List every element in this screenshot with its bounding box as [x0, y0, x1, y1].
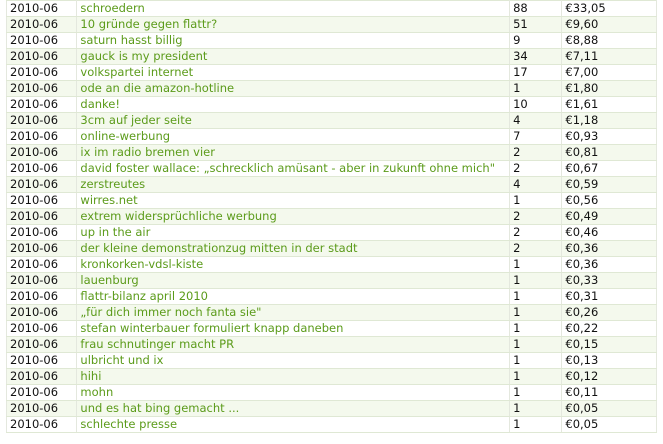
table-row	[7, 33, 657, 49]
row-click-count: 17	[510, 65, 562, 81]
row-title-cell	[77, 353, 510, 369]
table-row	[7, 113, 657, 129]
row-amount: €0,22	[562, 321, 657, 337]
table-row	[7, 305, 657, 321]
row-date: 2010-06	[7, 97, 77, 113]
row-date: 2010-06	[7, 65, 77, 81]
table-row	[7, 369, 657, 385]
row-title-cell	[77, 369, 510, 385]
row-click-count: 1	[510, 417, 562, 433]
table-row	[7, 145, 657, 161]
table-row	[7, 289, 657, 305]
row-date: 2010-06	[7, 49, 77, 65]
row-title-cell	[77, 289, 510, 305]
row-date: 2010-06	[7, 273, 77, 289]
row-amount: €9,60	[562, 17, 657, 33]
row-click-count: 4	[510, 113, 562, 129]
row-title-cell	[77, 385, 510, 401]
row-amount: €0,13	[562, 353, 657, 369]
table-row	[7, 417, 657, 433]
row-date: 2010-06	[7, 257, 77, 273]
table-row	[7, 385, 657, 401]
row-amount: €0,05	[562, 417, 657, 433]
row-click-count: 34	[510, 49, 562, 65]
row-amount: €33,05	[562, 1, 657, 17]
row-date: 2010-06	[7, 225, 77, 241]
flattr-stats-container	[6, 0, 657, 433]
row-title-cell	[77, 417, 510, 433]
row-amount: €1,61	[562, 97, 657, 113]
row-click-count: 1	[510, 353, 562, 369]
post-title-link[interactable]: ode an die amazon-hotline	[80, 81, 235, 95]
row-click-count: 10	[510, 97, 562, 113]
row-date: 2010-06	[7, 353, 77, 369]
table-row	[7, 65, 657, 81]
post-title-link[interactable]: extrem widersprüchliche werbung	[80, 209, 277, 223]
row-date: 2010-06	[7, 193, 77, 209]
row-click-count: 2	[510, 161, 562, 177]
row-amount: €7,11	[562, 49, 657, 65]
table-row	[7, 161, 657, 177]
row-amount: €0,93	[562, 129, 657, 145]
row-amount: €0,49	[562, 209, 657, 225]
table-row	[7, 129, 657, 145]
row-title-cell	[77, 113, 510, 129]
row-title-cell	[77, 177, 510, 193]
row-date: 2010-06	[7, 145, 77, 161]
row-title-cell	[77, 129, 510, 145]
row-title-cell	[77, 321, 510, 337]
row-amount: €0,05	[562, 401, 657, 417]
row-title-cell	[77, 241, 510, 257]
table-row	[7, 353, 657, 369]
row-date: 2010-06	[7, 417, 77, 433]
row-amount: €0,46	[562, 225, 657, 241]
row-date: 2010-06	[7, 1, 77, 17]
row-click-count: 9	[510, 33, 562, 49]
row-title-cell	[77, 209, 510, 225]
row-date: 2010-06	[7, 289, 77, 305]
post-title-link[interactable]: wirres.net	[80, 193, 138, 207]
row-title-cell	[77, 225, 510, 241]
row-click-count: 88	[510, 1, 562, 17]
table-row	[7, 97, 657, 113]
row-click-count: 1	[510, 337, 562, 353]
row-click-count: 1	[510, 321, 562, 337]
row-title-cell	[77, 193, 510, 209]
row-title-cell	[77, 1, 510, 17]
row-click-count: 4	[510, 177, 562, 193]
row-click-count: 1	[510, 385, 562, 401]
row-date: 2010-06	[7, 161, 77, 177]
row-title-cell	[77, 161, 510, 177]
table-row	[7, 401, 657, 417]
row-date: 2010-06	[7, 401, 77, 417]
table-row	[7, 81, 657, 97]
row-title-cell	[77, 305, 510, 321]
row-amount: €7,00	[562, 65, 657, 81]
row-click-count: 1	[510, 289, 562, 305]
row-click-count: 51	[510, 17, 562, 33]
row-amount: €0,67	[562, 161, 657, 177]
post-title-link[interactable]: david foster wallace: „schrecklich amüsant - aber in zukunft ohne mich"	[80, 161, 495, 175]
table-row	[7, 257, 657, 273]
table-row	[7, 1, 657, 17]
row-amount: €0,36	[562, 241, 657, 257]
post-title-link[interactable]: stefan winterbauer formuliert knapp daneben	[80, 321, 344, 335]
post-title-link[interactable]: frau schnutinger macht PR	[80, 337, 235, 351]
row-amount: €0,12	[562, 369, 657, 385]
post-title-link[interactable]: lauenburg	[80, 273, 139, 287]
table-row	[7, 321, 657, 337]
row-amount: €0,81	[562, 145, 657, 161]
table-row	[7, 49, 657, 65]
row-title-cell	[77, 49, 510, 65]
row-click-count: 1	[510, 305, 562, 321]
post-title-link[interactable]: „für dich immer noch fanta sie"	[80, 305, 262, 319]
row-title-cell	[77, 257, 510, 273]
row-click-count: 7	[510, 129, 562, 145]
row-date: 2010-06	[7, 209, 77, 225]
table-body	[7, 1, 657, 433]
post-title-link[interactable]: flattr-bilanz april 2010	[80, 289, 208, 303]
row-amount: €1,80	[562, 81, 657, 97]
row-amount: €0,11	[562, 385, 657, 401]
row-date: 2010-06	[7, 337, 77, 353]
row-title-cell	[77, 273, 510, 289]
post-title-link[interactable]: hihi	[80, 369, 102, 383]
row-amount: €8,88	[562, 33, 657, 49]
post-title-link[interactable]: kronkorken-vdsl-kiste	[80, 257, 204, 271]
table-row	[7, 337, 657, 353]
post-title-link[interactable]: schroedern	[80, 1, 145, 15]
row-click-count: 2	[510, 209, 562, 225]
post-title-link[interactable]: ix im radio bremen vier	[80, 145, 215, 159]
table-row	[7, 17, 657, 33]
table-row	[7, 193, 657, 209]
row-click-count: 1	[510, 81, 562, 97]
table-row	[7, 273, 657, 289]
row-click-count: 2	[510, 225, 562, 241]
row-title-cell	[77, 81, 510, 97]
post-title-link[interactable]: zerstreutes	[80, 177, 146, 191]
row-title-cell	[77, 65, 510, 81]
row-click-count: 2	[510, 241, 562, 257]
row-amount: €0,56	[562, 193, 657, 209]
post-title-link[interactable]: gauck is my president	[80, 49, 208, 63]
post-title-link[interactable]: 3cm auf jeder seite	[80, 113, 192, 127]
row-date: 2010-06	[7, 17, 77, 33]
row-click-count: 1	[510, 369, 562, 385]
row-date: 2010-06	[7, 321, 77, 337]
post-title-link[interactable]: schlechte presse	[80, 417, 178, 431]
row-title-cell	[77, 145, 510, 161]
flattr-stats-table	[6, 0, 657, 433]
post-title-link[interactable]: volkspartei internet	[80, 65, 194, 79]
row-title-cell	[77, 17, 510, 33]
row-date: 2010-06	[7, 113, 77, 129]
row-date: 2010-06	[7, 241, 77, 257]
row-click-count: 1	[510, 273, 562, 289]
post-title-link[interactable]: online-werbung	[80, 129, 171, 143]
row-date: 2010-06	[7, 305, 77, 321]
table-row	[7, 177, 657, 193]
row-amount: €0,15	[562, 337, 657, 353]
post-title-link[interactable]: 10 gründe gegen flattr?	[80, 17, 218, 31]
post-title-link[interactable]: saturn hasst billig	[80, 33, 183, 47]
post-title-link[interactable]: und es hat bing gemacht ...	[80, 401, 240, 415]
row-title-cell	[77, 337, 510, 353]
row-amount: €1,18	[562, 113, 657, 129]
post-title-link[interactable]: up in the air	[80, 225, 151, 239]
row-amount: €0,31	[562, 289, 657, 305]
row-title-cell	[77, 33, 510, 49]
row-date: 2010-06	[7, 129, 77, 145]
row-date: 2010-06	[7, 33, 77, 49]
row-date: 2010-06	[7, 369, 77, 385]
table-row	[7, 209, 657, 225]
table-row	[7, 225, 657, 241]
row-amount: €0,33	[562, 273, 657, 289]
row-title-cell	[77, 97, 510, 113]
row-click-count: 1	[510, 193, 562, 209]
row-amount: €0,59	[562, 177, 657, 193]
row-amount: €0,26	[562, 305, 657, 321]
row-title-cell	[77, 401, 510, 417]
post-title-link[interactable]: mohn	[80, 385, 114, 399]
row-date: 2010-06	[7, 385, 77, 401]
row-amount: €0,36	[562, 257, 657, 273]
post-title-link[interactable]: der kleine demonstrationzug mitten in der stadt	[80, 241, 358, 255]
row-date: 2010-06	[7, 81, 77, 97]
row-date: 2010-06	[7, 177, 77, 193]
table-row	[7, 241, 657, 257]
row-click-count: 1	[510, 401, 562, 417]
row-click-count: 1	[510, 257, 562, 273]
post-title-link[interactable]: danke!	[80, 97, 120, 111]
post-title-link[interactable]: ulbricht und ix	[80, 353, 164, 367]
row-click-count: 2	[510, 145, 562, 161]
